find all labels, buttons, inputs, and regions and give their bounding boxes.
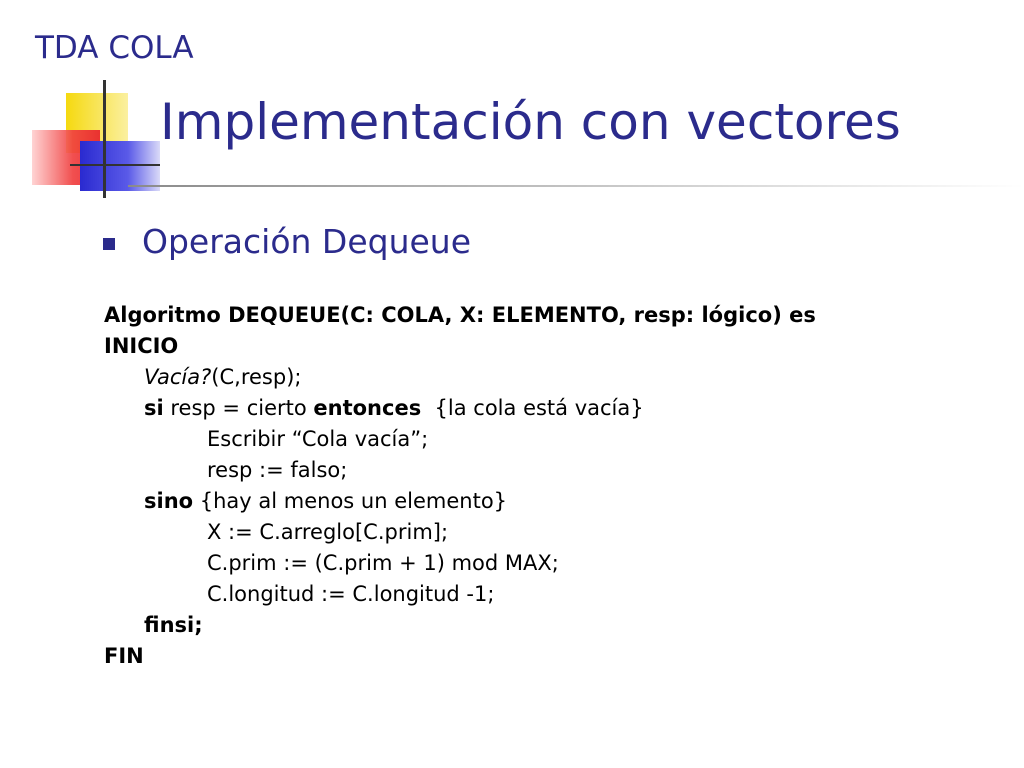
code-call: Vacía? — [144, 365, 212, 389]
keyword-entonces: entonces — [313, 396, 422, 420]
code-args: (C,resp); — [211, 365, 302, 389]
code-comment: {la cola está vacía} — [421, 396, 644, 420]
code-comment: {hay al menos un elemento} — [193, 489, 508, 513]
algorithm-fin: FIN — [104, 644, 144, 668]
algorithm-block — [104, 300, 816, 672]
keyword-si: si — [144, 396, 164, 420]
bullet-item — [103, 218, 471, 264]
algorithm-inicio: INICIO — [104, 334, 179, 358]
bullet-text: Operación Dequeue — [142, 221, 472, 261]
code-line: X := C.arreglo[C.prim]; — [207, 520, 449, 544]
code-line — [104, 486, 816, 517]
bullet-square-icon — [103, 238, 115, 250]
slide-subtitle: TDA COLA — [35, 30, 194, 66]
code-line: C.prim := (C.prim + 1) mod MAX; — [207, 551, 559, 575]
title-underline — [128, 185, 1024, 187]
deco-vertical-line — [103, 80, 106, 198]
code-line: resp := falso; — [207, 458, 348, 482]
code-line — [104, 362, 816, 393]
code-line — [104, 393, 816, 424]
algorithm-signature: Algoritmo DEQUEUE(C: COLA, X: ELEMENTO, resp: lógico) es — [104, 303, 816, 327]
code-line: Escribir “Cola vacía”; — [207, 427, 429, 451]
deco-horizontal-line — [70, 164, 160, 166]
keyword-sino: sino — [144, 489, 194, 513]
slide-title: Implementación con vectores — [160, 93, 901, 151]
code-line: C.longitud := C.longitud -1; — [207, 582, 495, 606]
code-condition: resp = cierto — [163, 396, 314, 420]
keyword-finsi: finsi; — [144, 613, 203, 637]
